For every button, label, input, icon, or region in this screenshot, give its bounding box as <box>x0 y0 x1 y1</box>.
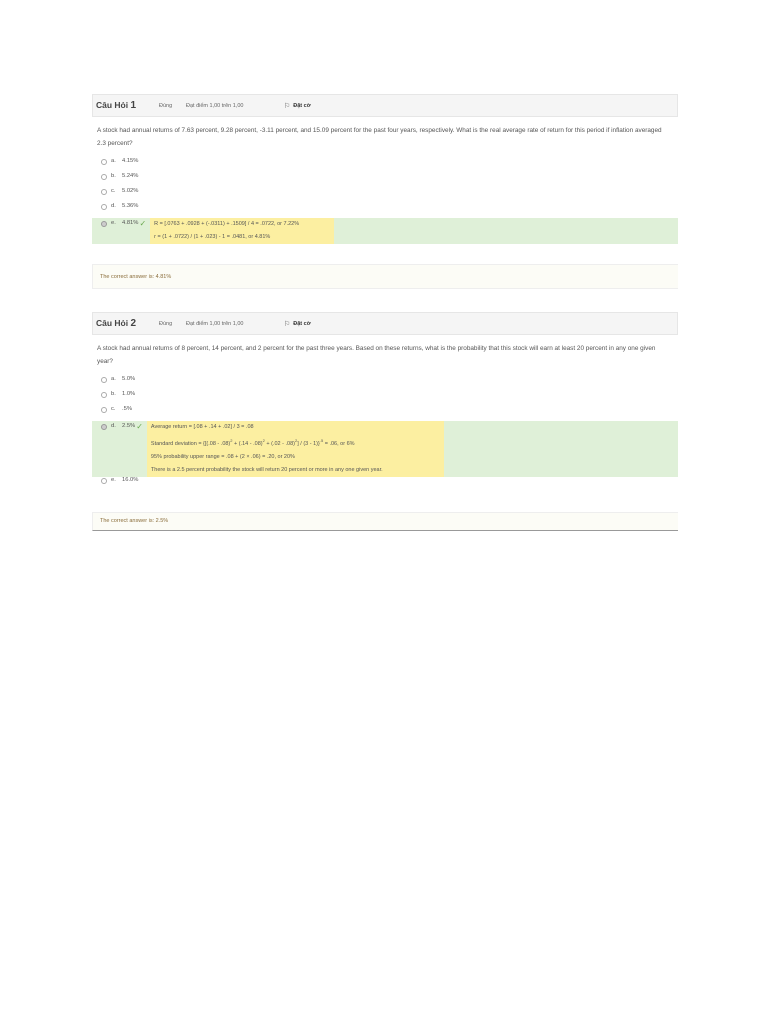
answer-letter: d. <box>111 423 116 429</box>
answer-letter: b. <box>111 391 116 397</box>
answer-option-e[interactable] <box>92 218 678 244</box>
answer-letter: c. <box>111 188 116 194</box>
question-number <box>96 318 159 329</box>
question-header <box>92 312 678 335</box>
radio-button[interactable] <box>101 221 107 227</box>
flag-label: Đặt cờ <box>293 320 311 327</box>
question-2 <box>92 312 678 531</box>
answer-text: .5% <box>122 406 132 412</box>
question-label: Câu Hỏi <box>96 318 129 328</box>
answer-option-a[interactable] <box>92 158 678 173</box>
check-icon: ✓ <box>139 219 147 228</box>
question-state: Đúng <box>159 320 173 327</box>
answer-option-d[interactable] <box>92 203 678 218</box>
question-header <box>92 94 678 117</box>
radio-button[interactable] <box>101 159 107 165</box>
answer-option-c[interactable] <box>92 188 678 203</box>
question-number <box>96 100 159 111</box>
superscript: 2 <box>230 438 233 443</box>
feedback-fragment: + (.14 - .08) <box>232 440 263 447</box>
answer-option-d[interactable] <box>92 421 678 477</box>
feedback-fragment: ] / (3 - 1)} <box>297 440 320 447</box>
flag-icon: ⚐ <box>284 320 291 328</box>
feedback-fragment: Standard deviation = {[(.08 - .08) <box>150 440 231 447</box>
question-number-value: 1 <box>130 100 137 111</box>
answer-letter: b. <box>111 173 116 179</box>
answer-main <box>101 218 146 227</box>
radio-button[interactable] <box>101 392 107 398</box>
answer-option-a[interactable] <box>92 376 678 391</box>
answer-letter: d. <box>111 203 116 209</box>
flag-question-button[interactable] <box>284 102 311 110</box>
feedback-line: Average return = [.08 + .14 + .02] / 3 = .08 <box>150 424 254 430</box>
feedback-line: r = (1 + .0722) / (1 + .023) - 1 = .0481, or 4.81% <box>154 234 271 240</box>
answer-option-b[interactable] <box>92 391 678 406</box>
superscript: .5 <box>319 438 324 443</box>
question-1 <box>92 94 678 289</box>
feedback-line <box>151 434 440 451</box>
feedback-line: R = [.0763 + .0928 + (-.0311) + .1509] / 4 = .0722, or 7.22% <box>154 221 300 227</box>
answer-text: 2.5% <box>122 423 136 429</box>
check-icon: ✓ <box>136 422 143 431</box>
answer-letter: a. <box>111 158 116 164</box>
question-grade: Đạt điểm 1,00 trên 1,00 <box>186 320 244 327</box>
feedback-fragment: = .06, or 6% <box>323 440 355 447</box>
answer-text: 5.0% <box>122 376 136 382</box>
feedback-line: 95% probability upper range = .08 + (2 × .06) = .20, or 20% <box>150 453 295 460</box>
answer-list <box>92 376 678 492</box>
answer-text: 5.36% <box>122 203 139 209</box>
question-state: Đúng <box>159 102 173 109</box>
answer-text: 5.02% <box>122 188 139 194</box>
radio-button[interactable] <box>101 377 107 383</box>
radio-button[interactable] <box>101 189 107 195</box>
question-label: Câu Hỏi <box>96 100 129 110</box>
radio-button[interactable] <box>101 407 107 413</box>
answer-feedback <box>150 218 334 244</box>
answer-letter: e. <box>111 476 116 483</box>
feedback-line: There is a 2.5 percent probability the stock will return 20 percent or more in any one given year. <box>150 466 383 473</box>
flag-question-button[interactable] <box>284 320 311 328</box>
answer-text: 16.0% <box>122 476 139 483</box>
answer-list <box>92 158 678 244</box>
flag-icon: ⚐ <box>284 102 291 110</box>
question-text: A stock had annual returns of 8 percent, 14 percent, and 2 percent for the past three years. Based on these returns, what is the probability that this stock will earn at least 20 percent in any one given year? <box>97 345 656 365</box>
answer-option-c[interactable] <box>92 406 678 421</box>
right-answer: The correct answer is: 4.81% <box>92 264 678 289</box>
answer-text: 1.0% <box>122 391 136 397</box>
answer-main <box>101 421 143 430</box>
answer-text: 4.15% <box>122 158 139 164</box>
answer-letter: c. <box>111 406 116 412</box>
answer-option-e[interactable] <box>92 477 678 492</box>
answer-option-b[interactable] <box>92 173 678 188</box>
radio-button[interactable] <box>101 204 107 210</box>
question-text: A stock had annual returns of 7.63 percent, 9.28 percent, -3.11 percent, and 15.09 percent for the past four years, respectively. What is the real average rate of return for this period if inflation averaged 2.3 percent? <box>97 127 662 147</box>
right-answer: The correct answer is: 2.5% <box>92 512 678 531</box>
radio-button[interactable] <box>101 174 107 180</box>
superscript: 2 <box>294 438 298 443</box>
answer-letter: e. <box>111 220 116 226</box>
question-grade: Đạt điểm 1,00 trên 1,00 <box>186 102 244 109</box>
radio-button[interactable] <box>101 424 107 430</box>
answer-text: 4.81% <box>122 220 139 226</box>
answer-text: 5.24% <box>122 173 139 179</box>
feedback-fragment: + (.02 - .08) <box>264 440 295 447</box>
answer-feedback <box>147 421 444 477</box>
question-number-value: 2 <box>130 318 137 329</box>
radio-button[interactable] <box>101 478 107 484</box>
flag-label: Đặt cờ <box>293 102 311 109</box>
answer-letter: a. <box>111 376 116 382</box>
superscript: 2 <box>262 438 265 443</box>
